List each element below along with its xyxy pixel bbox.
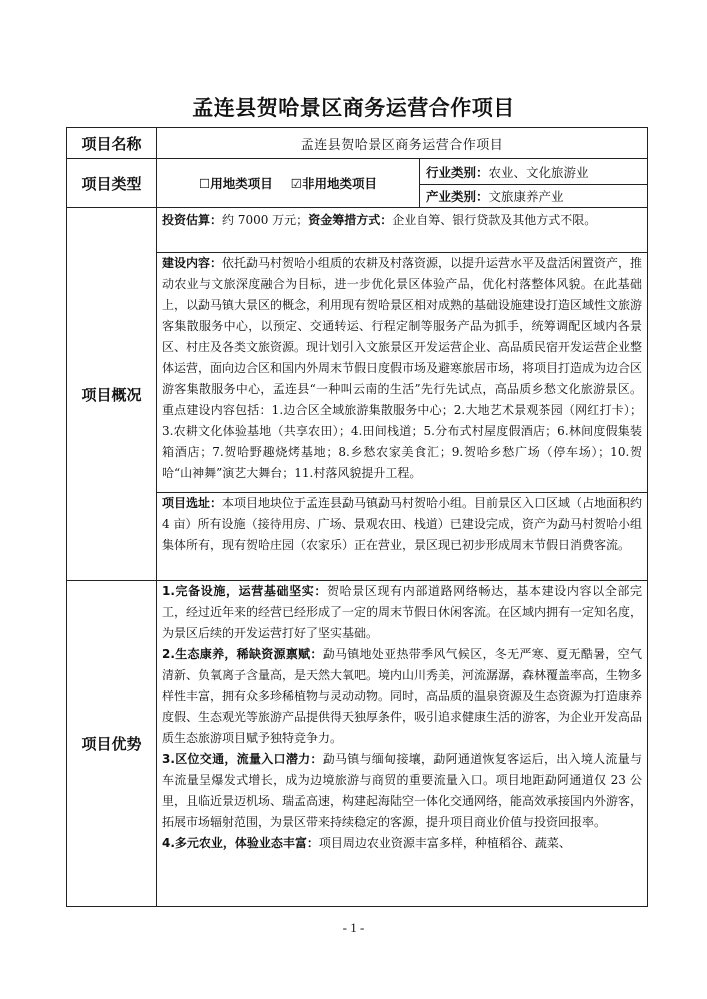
advantages-label: 项目优势 (67, 581, 157, 907)
advantage-item (162, 749, 642, 833)
overview-label: 项目概况 (67, 208, 157, 581)
investment-cell (157, 208, 648, 253)
invest-label: 投资估算： (162, 213, 223, 227)
type-options (157, 159, 420, 208)
name-value: 孟连县贺哈景区商务运营合作项目 (157, 128, 648, 159)
sector-label: 产业类别： (426, 189, 489, 204)
advantage-item (162, 644, 642, 749)
site-cell (157, 493, 648, 581)
checkbox-checked-icon: ☑ (290, 176, 302, 191)
row-advantages (67, 581, 648, 907)
advantage-text: 勐马镇与缅甸接壤，勐阿通道恢复客运后，出入境人流量与车流量呈爆发式增长，成为边境旅游与商贸的重要流量入口。项目地距勐阿通道仅 23 公里，且临近景迈机场、瑞孟高速，构建起海陆空一体化交通网络，能高效承接国内外游客，拓展市场辐射范围，为景区带来持续稳定的客源，提升项目商业价值与投资回报率。 (162, 752, 643, 829)
advantage-text: 项目周边农业资源丰富多样，种植稻谷、蔬菜、 (318, 836, 571, 850)
advantages-cell (157, 581, 648, 907)
advantage-text: 贺哈景区现有内部道路网络畅达，基本建设内容以全部完工，经过近年来的经营已经形成了一定的周末节假日休闲客流。在区域内拥有一定知名度，为景区后续的开发运营打好了坚实基础。 (162, 584, 643, 640)
funding-label: 资金筹措方式： (308, 213, 393, 227)
row-project-type (67, 159, 648, 185)
type-label: 项目类型 (67, 159, 157, 208)
type-option-land: 用地类项目 (210, 176, 273, 191)
site-text: 本项目地块位于孟连县勐马镇勐马村贺哈小组。目前景区入口区域（占地面积约 4 亩）所有设施（接待用房、广场、景观农田、栈道）已建设完成，资产为勐马村贺哈小组集体所有，现有贺哈庄园（农家乐）正在营业，景区现已初步形成周末节假日消费客流。 (162, 496, 643, 552)
construction-label: 建设内容： (162, 256, 223, 270)
row-project-name (67, 128, 648, 159)
site-label: 项目选址： (162, 496, 223, 510)
sector-value: 文旅康养产业 (488, 189, 564, 204)
invest-value: 约 7000 万元； (222, 213, 309, 227)
project-table (66, 127, 648, 907)
advantage-item (162, 833, 642, 854)
advantage-title: 1.完备设施，运营基础坚实： (162, 584, 328, 598)
page-number: - 1 - (342, 920, 365, 935)
construction-text: 依托勐马村贺哈小组质的农耕及村落资源，以提升运营水平及盘活闲置资产，推动农业与文旅深度融合为目标，进一步优化景区体验产品，优化村落整体风貌。在此基础上，以勐马镇大景区的概念，利用现有贺哈景区相对成熟的基础设施建设打造区域性文旅游客集散服务中心，以预定、交通转运、行程定制等服务产品为抓手，统筹调配区域内各景区、村庄及各类文旅资源。现计划引入文旅景区开发运营企业、高品质民宿开发运营企业整体运营，面向边合区和国内外周末节假日度假市场及避寒旅居市场，将项目打造成为边合区游客集散服务中心，孟连县“一种叫云南的生活”先行先试点，高品质乡愁文化旅游景区。重点建设内容包括：1.边合区全域旅游集散服务中心；2.大地艺术景观茶园（网红打卡）；3.农耕文化体验基地（共享农田）；4.田间栈道；5.分布式村屋度假酒店；6.林间度假集装箱酒店；7.贺哈野趣烧烤基地；8.乡愁农家美食汇；9.贺哈乡愁广场（停车场）；10.贺哈“山神舞”演艺大舞台；11.村落风貌提升工程。 (162, 256, 643, 480)
industry-label: 行业类别： (426, 164, 489, 180)
advantage-title: 2.生态康养，稀缺资源禀赋： (162, 647, 323, 661)
sector-cell (420, 185, 648, 208)
document-title: 孟连县贺哈景区商务运营合作项目 (192, 96, 515, 120)
advantage-item (162, 581, 642, 644)
funding-value: 企业自筹、银行贷款及其他方式不限。 (392, 213, 597, 227)
advantage-title: 3.区位交通，流量入口潜力： (162, 752, 323, 766)
checkbox-unchecked-icon: ☐ (199, 176, 211, 191)
type-option-non-land: 非用地类项目 (301, 176, 377, 191)
advantage-text: 勐马镇地处亚热带季风气候区，冬无严寒、夏无酷暑，空气清新、负氧离子含量高，是天然大氧吧。境内山川秀美，河流潺潺，森林覆盖率高，生物多样性丰富，拥有众多珍稀植物与灵动动物。同时，高品质的温泉资源及生态资源为打造康养度假、生态观光等旅游产品提供得天独厚条件，吸引追求健康生活的游客，为企业开发高品质生态旅游项目赋予独特竞争力。 (162, 647, 643, 745)
name-label: 项目名称 (67, 128, 157, 159)
industry-value: 农业、文化旅游业 (488, 164, 589, 180)
advantage-title: 4.多元农业，体验业态丰富： (162, 836, 319, 850)
construction-cell (157, 253, 648, 493)
row-investment (67, 208, 648, 253)
industry-cell (420, 159, 648, 185)
